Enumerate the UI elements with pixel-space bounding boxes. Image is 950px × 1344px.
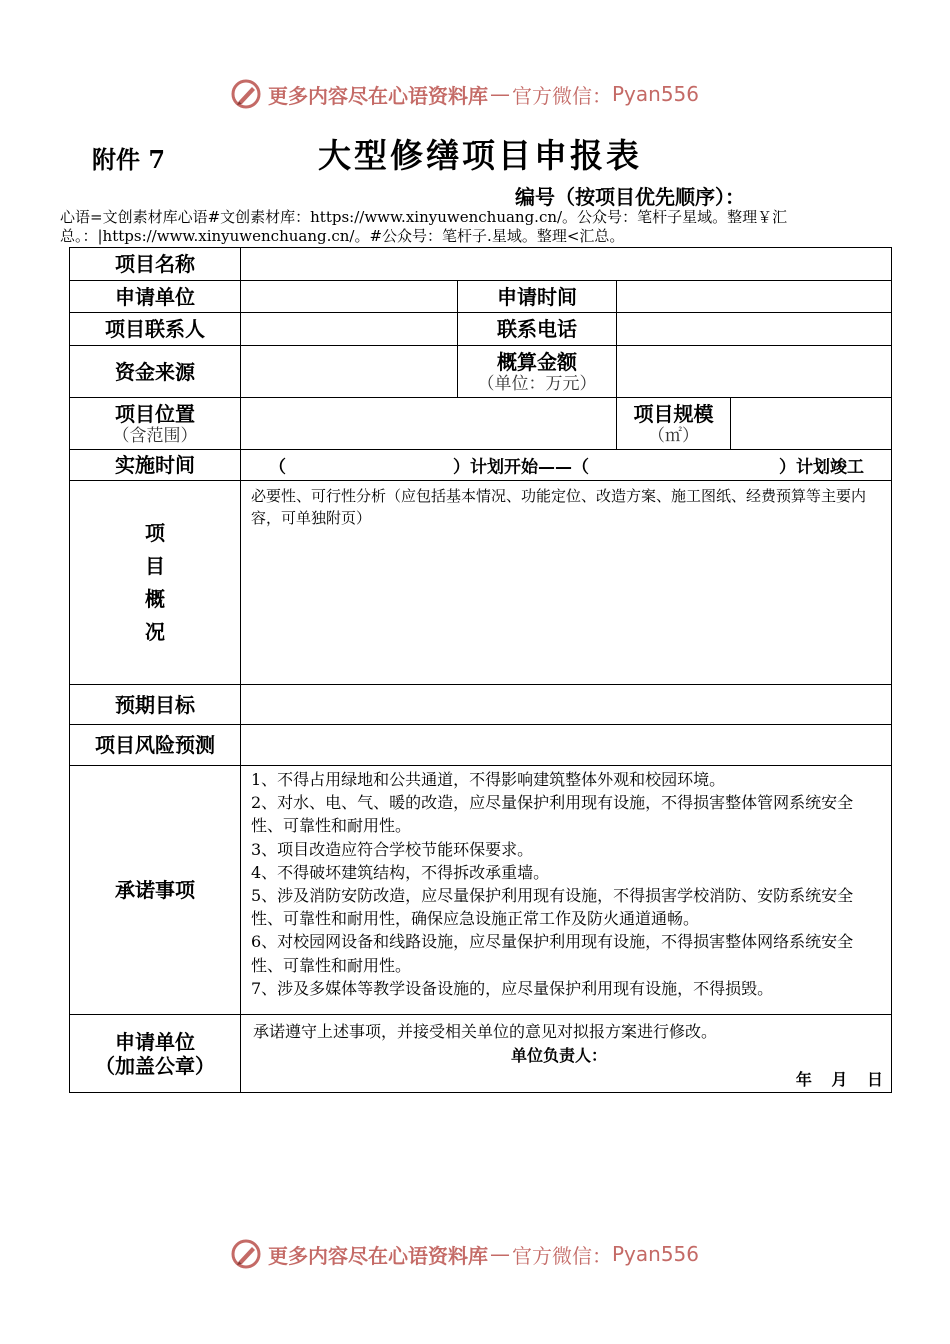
note-line: 总。：|https://www.xinyuwenchuang.cn/。#公众号：笔杆子.星域。整理<汇总。 <box>60 227 625 245</box>
impl-time-label: 实施时间 <box>70 450 241 481</box>
note-line: 心语=文创素材库心语#文创素材库：https://www.xinyuwenchuang.cn/。公众号：笔杆子星域。整理￥汇 <box>60 208 788 226</box>
leader-label: 单位负责人： <box>511 1046 608 1065</box>
scale-field[interactable] <box>731 398 892 450</box>
impl-time-field[interactable] <box>241 450 892 481</box>
phone-label: 联系电话 <box>458 313 617 346</box>
pen-logo-icon <box>230 78 262 110</box>
location-note: （含范围） <box>112 425 198 446</box>
scale-label: 项目规模 <box>633 401 714 426</box>
watermark-top <box>230 76 699 112</box>
page-title: 大型修缮项目申报表 <box>318 136 642 175</box>
applicant-label: 申请单位 <box>70 281 241 313</box>
serial-number-label: 编号（按项目优先顺序）： <box>515 185 745 209</box>
fund-source-label: 资金来源 <box>70 346 241 398</box>
overview-label <box>70 481 241 685</box>
annex-label: 附件 7 <box>92 145 166 174</box>
seal-label: 申请单位 <box>115 1029 195 1054</box>
risk-field[interactable] <box>241 725 892 766</box>
plan-start: ）计划开始——（ <box>453 457 589 478</box>
overview-char: 目 <box>145 553 165 578</box>
signature-field[interactable] <box>241 1015 892 1093</box>
goal-label: 预期目标 <box>70 685 241 725</box>
source-notes <box>60 208 880 246</box>
watermark-account: Pyan556 <box>612 1242 700 1266</box>
commitment-label: 承诺事项 <box>70 766 241 1015</box>
overview-field[interactable] <box>241 481 892 685</box>
location-label: 项目位置 <box>115 401 195 426</box>
budget-field[interactable] <box>617 346 892 398</box>
commitment-item: 5、涉及消防安防改造，应尽量保护利用现有设施，不得损害学校消防、安防系统安全性、可靠性和耐用性，确保应急设施正常工作及防火通道通畅。 <box>251 886 854 929</box>
watermark-brand: 更多内容尽在心语资料库 <box>268 83 488 108</box>
plan-end: ）计划竣工 <box>779 457 864 478</box>
overview-char: 项 <box>145 520 165 545</box>
location-label-cell <box>70 398 241 450</box>
plan-open: （ <box>269 457 286 478</box>
commitment-item: 3、项目改造应符合学校节能环保要求。 <box>251 839 534 859</box>
budget-label-cell <box>458 346 617 398</box>
overview-char: 况 <box>145 619 165 644</box>
commitment-item: 1、不得占用绿地和公共通道，不得影响建筑整体外观和校园环境。 <box>251 770 726 789</box>
watermark-dash: — <box>490 82 510 106</box>
seal-note: （加盖公章） <box>95 1053 215 1078</box>
watermark-text: 官方微信： <box>512 1243 612 1268</box>
fund-source-field[interactable] <box>241 346 458 398</box>
watermark-bottom <box>230 1236 699 1272</box>
contact-label: 项目联系人 <box>70 313 241 346</box>
date-label: 年 月 日 <box>795 1070 883 1089</box>
commitment-list <box>241 766 892 1015</box>
pen-logo-icon <box>230 1238 262 1270</box>
overview-char: 概 <box>145 586 165 611</box>
pledge-text: 承诺遵守上述事项，并接受相关单位的意见对拟报方案进行修改。 <box>253 1022 718 1041</box>
watermark-brand: 更多内容尽在心语资料库 <box>268 1243 488 1268</box>
budget-unit: （单位：万元） <box>477 373 597 394</box>
location-field[interactable] <box>241 398 617 450</box>
scale-label-cell <box>617 398 731 450</box>
phone-field[interactable] <box>617 313 892 346</box>
overview-hint: 必要性、可行性分析（应包括基本情况、功能定位、改造方案、施工图纸、经费预算等主要内容，可单独附页） <box>251 487 867 527</box>
commitment-item: 6、对校园网设备和线路设施，应尽量保护利用现有设施，不得损害整体网络系统安全性、可靠性和耐用性。 <box>251 932 854 975</box>
project-name-label: 项目名称 <box>70 248 241 281</box>
project-name-field[interactable] <box>241 248 892 281</box>
commitment-item: 4、不得破坏建筑结构，不得拆改承重墙。 <box>251 862 550 882</box>
seal-label-cell <box>70 1015 241 1093</box>
applicant-field[interactable] <box>241 281 458 313</box>
application-form <box>69 247 892 1093</box>
commitment-item: 7、涉及多媒体等教学设备设施的，应尽量保护利用现有设施，不得损毁。 <box>251 978 774 998</box>
watermark-text: 官方微信： <box>512 83 612 108</box>
scale-unit: （㎡） <box>648 425 699 446</box>
apply-time-field[interactable] <box>617 281 892 313</box>
commitment-item: 2、对水、电、气、暖的改造，应尽量保护利用现有设施，不得损害整体管网系统安全性、可靠性和耐用性。 <box>251 793 854 836</box>
apply-time-label: 申请时间 <box>458 281 617 313</box>
risk-label: 项目风险预测 <box>70 725 241 766</box>
watermark-dash: — <box>490 1242 510 1266</box>
watermark-account: Pyan556 <box>612 82 700 106</box>
contact-field[interactable] <box>241 313 458 346</box>
goal-field[interactable] <box>241 685 892 725</box>
budget-label: 概算金额 <box>497 349 577 374</box>
